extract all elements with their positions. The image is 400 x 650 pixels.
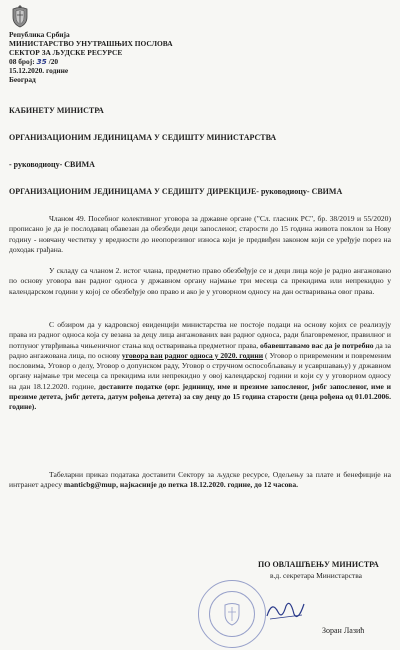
number-prefix: 08 број: <box>9 57 35 66</box>
recipient-heads-all: - руководиоцу- СВИМА <box>9 160 95 169</box>
document-city: Београд <box>9 75 36 84</box>
paragraph-1-text: Чланом 49. Посебног колективног уговора за државне органе ("Сл. гласник РС", бр. 38/2019 и 55/2020) прописано је да је послодавац обавезан да обезбеди деци запосленог, старости до 15 година живота поклон за Нову годину - новчану честитку у вредности до неопорезивог износа који је предвиђен законом који се уређује порез на доходак грађана. <box>9 214 391 254</box>
ministry-line: МИНИСТАРСТВО УНУТРАШЊИХ ПОСЛОВА <box>9 39 173 48</box>
paragraph-3-age-limit: за сву децу до 15 година старости (деца рођена од 01.01.2006. године). <box>9 392 391 412</box>
paragraph-3-emphasis-notify: обавештавамо вас да је потребно <box>260 340 374 350</box>
handwritten-number: 35 <box>36 57 47 66</box>
paragraph-3-part-e: ( Уговор о привременим и повременим пословима, Уговор о делу, Уговор о допунском раду, Уговор о стручном оспособљавању и усавршавању) у државном органу најмање три месеца са прекидима или непрекидно у овој календарској години и који су у уговорном односу на дан 18.12.2020. године, <box>9 350 392 391</box>
paragraph-3-text <box>9 320 391 413</box>
paragraph-4 <box>9 470 391 491</box>
signatory-name: Зоран Лазић <box>322 626 365 635</box>
recipient-directorate-units: ОРГАНИЗАЦИОНИМ ЈЕДИНИЦАМА У СЕДИШТУ ДИРЕКЦИЈЕ- руководиоцу- СВИМА <box>9 187 343 196</box>
serbian-coat-of-arms-icon <box>9 4 31 28</box>
paragraph-4-part-a: Табеларни приказ података доставити Сектору за људске ресурсе, Одељењу за плате и бенефиције на интранет адресу <box>9 470 391 490</box>
recipient-cabinet: КАБИНЕТУ МИНИСТРА <box>9 106 104 115</box>
official-stamp-icon <box>198 580 266 648</box>
number-suffix: /20 <box>48 57 59 66</box>
paragraph-2 <box>9 266 391 297</box>
sector-line: СЕКТОР ЗА ЉУДСКЕ РЕСУРСЕ <box>9 48 123 57</box>
paragraph-3 <box>9 320 391 413</box>
signature-authority: ПО ОВЛАШЋЕЊУ МИНИСТРА <box>258 560 379 569</box>
paragraph-3-part-c: да за радно ангажована лица, по основу <box>9 340 391 360</box>
paragraph-2-text: У складу са чланом 2. истог члана, предметно право обезбеђује се и деци лица које је радно ангажовано по основу уговора ван радног односа у државном органу најмање три месеца са прекидима или непрекидно у календарском години у којој се обезбеђује ово право и ако је у уговорном односу на дан остваривања овог права. <box>9 266 391 296</box>
republic-line: Република Србија <box>9 30 70 39</box>
paragraph-3-contract-underlined: уговора ван радног односа у 2020. години <box>121 350 264 360</box>
paragraph-3-data-request: доставите податке (орг. јединицу, име и презиме запосленог, јмбг запосленог, име и презиме детета, јмбг детета, датум рођења детета) <box>9 381 391 402</box>
handwritten-signature-icon <box>264 596 308 624</box>
document-date: 15.12.2020. године <box>9 66 69 75</box>
signature-role: в.д. секретара Министарства <box>270 571 362 580</box>
paragraph-4-deadline: manticbg@mup, најкасније до петка 18.12.2020. године, до 12 часова. <box>63 480 299 490</box>
paragraph-3-part-a: С обзиром да у кадровској евиденцији министарства не постоје подаци на основу којих се реализују права из радног односа која су везана за децу лица ангажованих ван радног односа, ради благовременог, правилног и потпуног утврђивања чињеничног стања код остваривања предметног права, <box>9 320 391 350</box>
paragraph-4-text <box>9 470 391 491</box>
paragraph-1 <box>9 214 391 255</box>
recipient-ministry-units: ОРГАНИЗАЦИОНИМ ЈЕДИНИЦАМА У СЕДИШТУ МИНИСТАРСТВА <box>9 133 277 142</box>
